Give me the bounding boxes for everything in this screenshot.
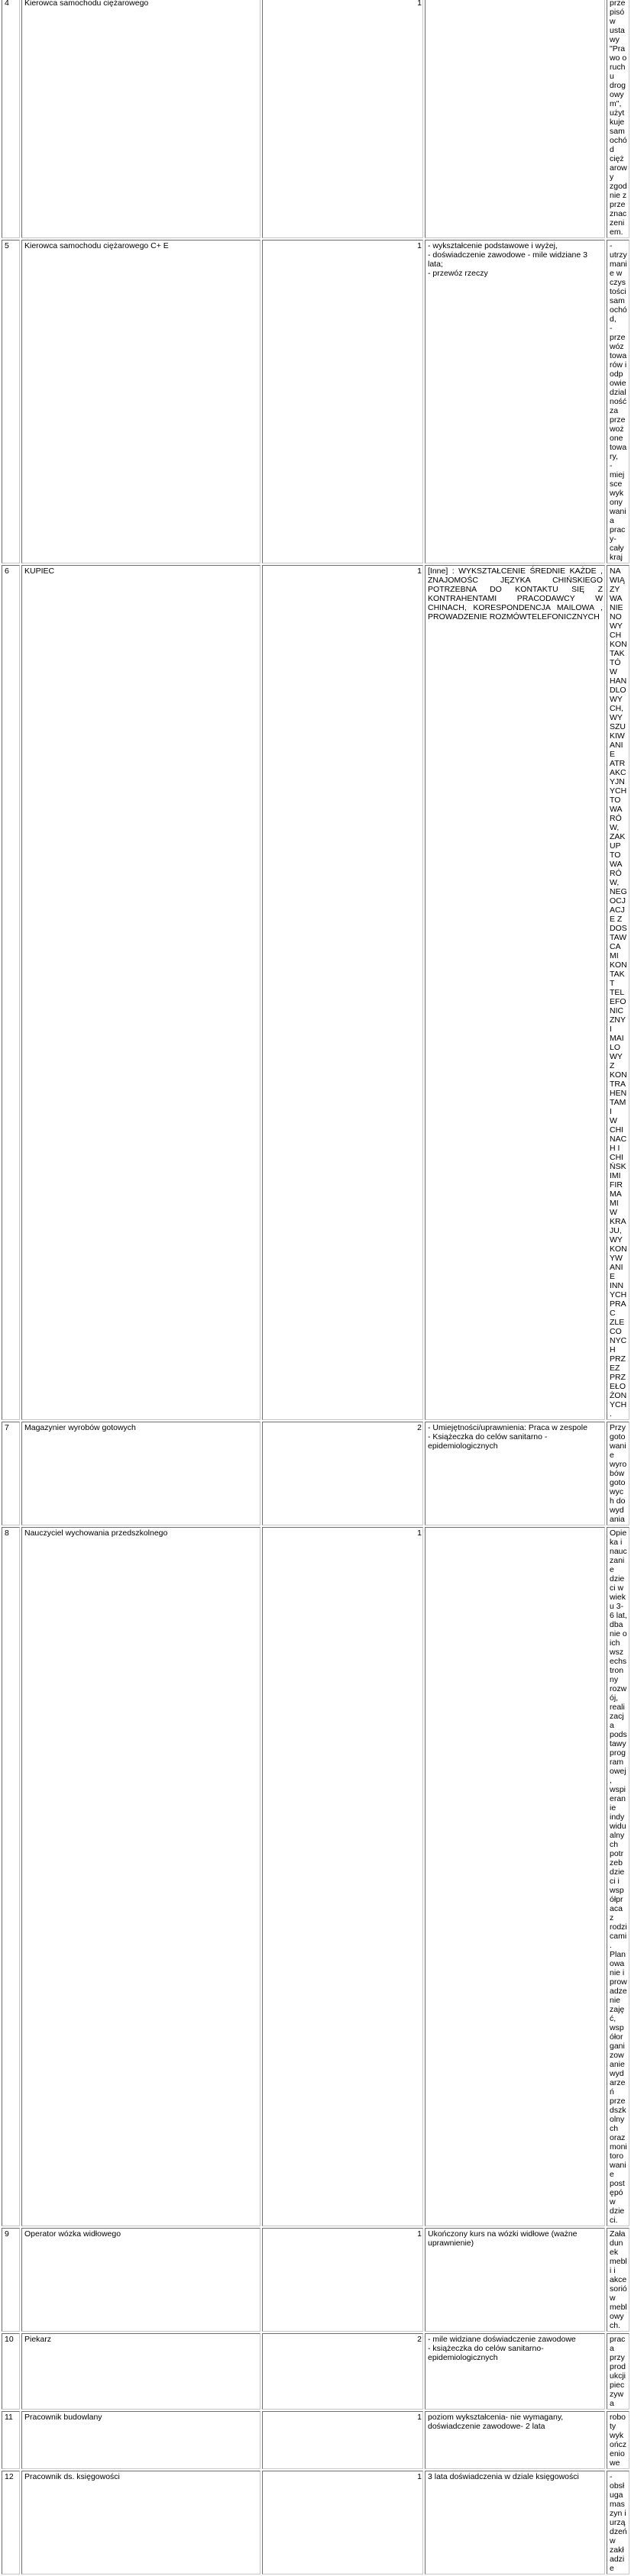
table-row	[2, 2228, 629, 2332]
job-title: Kierowca samochodu ciężarowego	[21, 0, 260, 238]
duties: praca przy produkcji pieczywa	[607, 2333, 629, 2410]
duties: roboty wykończeniowe	[607, 2411, 629, 2469]
table-row	[2, 1527, 629, 2226]
vacancy-count: 1	[262, 2228, 423, 2332]
duties: - obsługa maszyn i urządzeń w zakładzie	[607, 2471, 629, 2574]
requirements: [Inne] : WYKSZTAŁCENIE ŚREDNIE KAŻDE , ZNAJOMOŚC JĘZYKA CHIŃSKIEGO POTRZEBNA DO KONTAKTU SIĘ Z KONTRAHENTAMI PRACODAWCY W CHINACH, KORESPONDENCJA MAILOWA , PROWADZENIE ROZMÓWTELEFONICZNYCH	[425, 565, 605, 1420]
duties: - utrzymanie w czystości samochód, - przewóz towarów i odpowiedzialność za przewożone towary, - miejsce wykonywania pracy- cały kraj	[607, 240, 629, 563]
table-row	[2, 565, 629, 1420]
row-number: 5	[2, 240, 20, 563]
job-title: Operator wózka widłowego	[21, 2228, 260, 2332]
vacancy-count: 1	[262, 240, 423, 563]
row-number: 6	[2, 565, 20, 1420]
row-number: 11	[2, 2411, 20, 2469]
row-number: 4	[2, 0, 20, 238]
duties: przepisów ustawy "Prawo o ruchu drogowym", użytkuje samochód ciężarowy zgodnie z przeznaczeniem.	[607, 0, 629, 238]
job-title: Pracownik budowlany	[21, 2411, 260, 2469]
duties: NAWIĄZYWANIE NOWYCH KONTAKTÓW HANDLOWYCH, WYSZUKIWANIE ATRAKCYJNYCH TOWARÓW, ZAKUP TOWARÓW, NEGOCJACJE Z DOSTAWCAMI KONTAKT TELEFONICZNY I MAILOWY Z KONTRAHENTAMI W CHINACH I CHIŃSKIMI FIRMAMI W KRAJU, WYKONYWANIE INNYCH PRAC ZLECONYCH PRZEZ PRZEŁOŻONYCH.	[607, 565, 629, 1420]
job-title: Piekarz	[21, 2333, 260, 2410]
duties: Opieka i nauczanie dzieci w wieku 3-6 lat, dbanie o ich wszechstronny rozwój, realizacja podstawy programowej, wspieranie indywidualnych potrzeb dzieci i współpraca z rodzicami. Planowanie i prowadzenie zajęć, współorganizowanie wydarzeń przedszkolnych oraz monitorowanie postępów dzieci.	[607, 1527, 629, 2226]
requirements: - Umiejętności/uprawnienia: Praca w zespole - Książeczka do celów sanitarno - epidemiologicznych	[425, 1422, 605, 1525]
vacancy-count: 2	[262, 2333, 423, 2410]
table-row	[2, 2471, 629, 2574]
job-title: Kierowca samochodu ciężarowego C+ E	[21, 240, 260, 563]
vacancy-count: 1	[262, 1527, 423, 2226]
row-number: 7	[2, 1422, 20, 1525]
table-row	[2, 240, 629, 563]
requirements: - mile widziane doświadczenie zawodowe - książeczka do celów sanitarno-epidemiologicznych	[425, 2333, 605, 2410]
job-title: Magazynier wyrobów gotowych	[21, 1422, 260, 1525]
duties: Załadunek mebli i akcesoriów meblowych.	[607, 2228, 629, 2332]
requirements	[425, 0, 605, 238]
row-number: 12	[2, 2471, 20, 2574]
job-title: Pracownik ds. księgowości	[21, 2471, 260, 2574]
table-row	[2, 2333, 629, 2410]
vacancy-count: 2	[262, 1422, 423, 1525]
vacancy-count: 1	[262, 2471, 423, 2574]
table-row	[2, 1422, 629, 1525]
requirements: poziom wykształcenia- nie wymagany, doświadczenie zawodowe- 2 lata	[425, 2411, 605, 2469]
requirements: 3 lata doświadczenia w dziale księgowości	[425, 2471, 605, 2574]
vacancy-count: 1	[262, 0, 423, 238]
requirements: - wykształcenie podstawowe i wyżej, - doświadczenie zawodowe - mile widziane 3 lata; - przewóz rzeczy	[425, 240, 605, 563]
requirements: Ukończony kurs na wózki widłowe (ważne uprawnienie)	[425, 2228, 605, 2332]
requirements	[425, 1527, 605, 2226]
table-row	[2, 2411, 629, 2469]
row-number: 8	[2, 1527, 20, 2226]
job-title: Nauczyciel wychowania przedszkolnego	[21, 1527, 260, 2226]
vacancy-count: 1	[262, 2411, 423, 2469]
table-row	[2, 0, 629, 238]
row-number: 10	[2, 2333, 20, 2410]
vacancy-count: 1	[262, 565, 423, 1420]
duties: Przygotowanie wyrobów gotowych do wydania	[607, 1422, 629, 1525]
row-number: 9	[2, 2228, 20, 2332]
job-title: KUPIEC	[21, 565, 260, 1420]
